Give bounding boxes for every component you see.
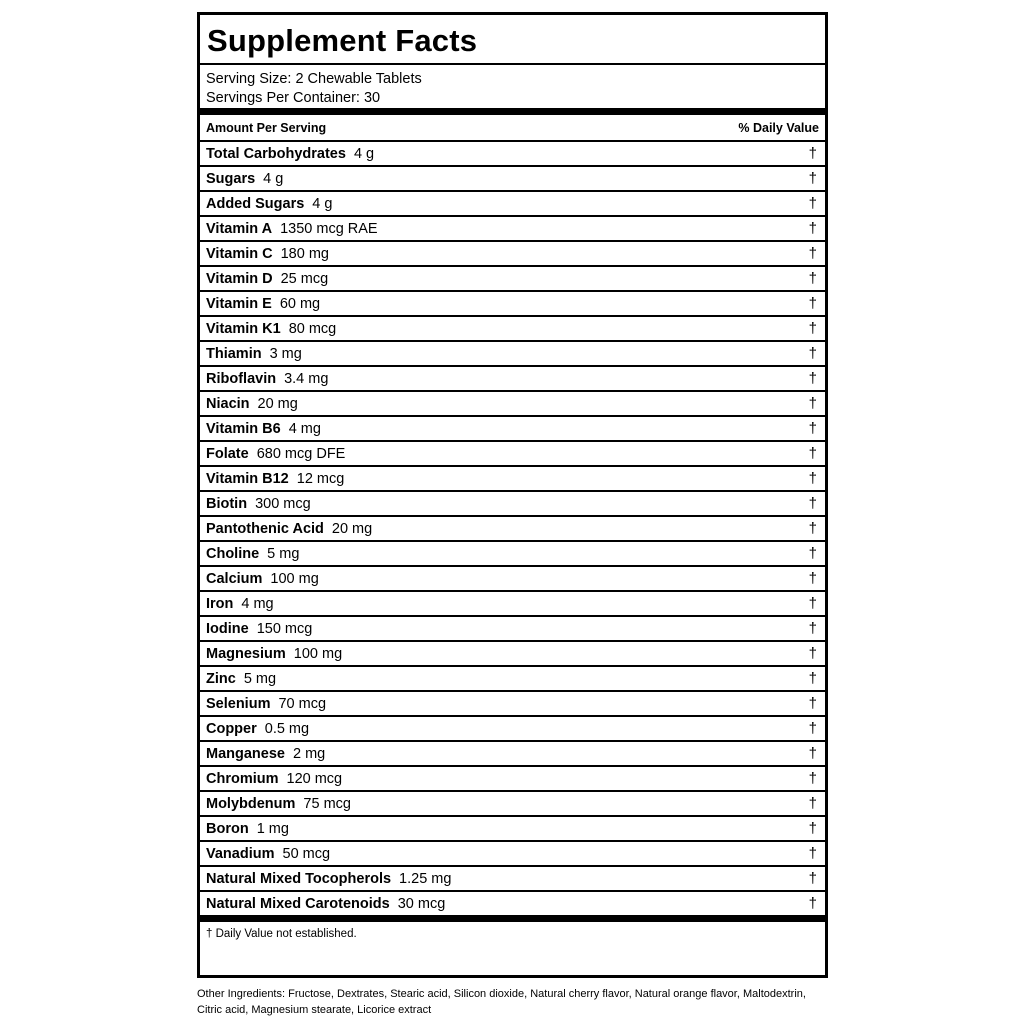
nutrient-label [206,746,325,762]
nutrient-amount: 25 mcg [280,270,329,287]
nutrient-name: Thiamin [206,345,262,362]
nutrient-row [200,717,825,742]
nutrient-label [206,171,283,187]
nutrient-label [206,871,451,887]
nutrient-label [206,521,372,537]
nutrient-name: Copper [206,720,257,737]
nutrient-label [206,196,332,212]
nutrient-row [200,842,825,867]
nutrient-amount: 100 mg [293,645,343,662]
nutrient-row [200,367,825,392]
nutrient-name: Manganese [206,745,285,762]
nutrient-name: Chromium [206,770,279,787]
nutrient-amount: 4 mg [241,595,274,612]
nutrient-label [206,496,311,512]
nutrient-label [206,246,329,262]
nutrient-row [200,342,825,367]
nutrient-row [200,242,825,267]
nutrient-amount: 30 mcg [397,895,446,912]
nutrient-name: Iodine [206,620,249,637]
nutrient-label [206,696,326,712]
nutrient-label [206,771,342,787]
nutrient-label [206,621,312,637]
daily-value-dagger: † [808,820,817,837]
nutrient-row [200,467,825,492]
nutrient-row [200,592,825,617]
daily-value-dagger: † [808,295,817,312]
daily-value-dagger: † [808,370,817,387]
serving-size: Serving Size: 2 Chewable Tablets [206,71,422,87]
nutrient-label [206,396,298,412]
nutrient-label [206,221,378,237]
nutrient-label [206,471,344,487]
nutrient-list [200,142,825,917]
nutrient-amount: 3.4 mg [284,370,329,387]
nutrient-name: Vitamin C [206,245,273,262]
nutrient-amount: 12 mcg [296,470,345,487]
thick-divider [200,915,825,922]
supplement-facts-panel [197,12,828,978]
nutrient-name: Vitamin K1 [206,320,281,337]
nutrient-row [200,892,825,917]
nutrient-amount: 60 mg [279,295,321,312]
nutrient-row [200,192,825,217]
daily-value-dagger: † [808,670,817,687]
nutrient-amount: 75 mcg [303,795,351,812]
nutrient-name: Total Carbohydrates [206,145,346,162]
nutrient-label [206,371,328,387]
daily-value-dagger: † [808,520,817,537]
daily-value-dagger: † [808,170,817,187]
nutrient-label [206,596,274,612]
nutrient-label [206,271,328,287]
daily-value-dagger: † [808,445,817,462]
nutrient-row [200,767,825,792]
nutrient-label [206,646,342,662]
nutrient-row [200,442,825,467]
daily-value-dagger: † [808,720,817,737]
nutrient-amount: 50 mcg [282,845,331,862]
daily-value-dagger: † [808,620,817,637]
nutrient-amount: 2 mg [292,745,326,762]
nutrient-label [206,296,320,312]
nutrient-name: Added Sugars [206,195,305,212]
nutrient-amount: 20 mg [331,520,373,537]
nutrient-label [206,896,445,912]
daily-value-dagger: † [808,495,817,512]
nutrient-amount: 680 mcg DFE [256,445,346,462]
nutrient-row [200,217,825,242]
daily-value-dagger: † [808,145,817,162]
nutrient-row [200,492,825,517]
nutrient-row [200,167,825,192]
daily-value-footnote: † Daily Value not established. [206,928,357,940]
nutrient-name: Natural Mixed Carotenoids [206,895,390,912]
nutrient-amount: 0.5 mg [264,720,310,737]
nutrient-name: Vitamin D [206,270,273,287]
nutrient-name: Choline [206,545,260,562]
daily-value-dagger: † [808,245,817,262]
nutrient-name: Vitamin A [206,220,273,237]
nutrient-name: Folate [206,445,249,462]
panel-title: Supplement Facts [200,15,825,65]
nutrient-name: Zinc [206,670,236,687]
nutrient-name: Riboflavin [206,370,277,387]
nutrient-name: Boron [206,820,249,837]
nutrient-label [206,346,302,362]
daily-value-dagger: † [808,595,817,612]
nutrient-row [200,267,825,292]
nutrient-amount: 4 g [312,195,333,212]
nutrient-amount: 4 g [263,170,284,187]
nutrient-row [200,792,825,817]
daily-value-dagger: † [808,195,817,212]
daily-value-dagger: † [808,745,817,762]
nutrient-label [206,421,321,437]
nutrient-row [200,417,825,442]
nutrient-name: Vitamin B12 [206,470,289,487]
nutrient-label [206,446,345,462]
nutrient-name: Vitamin E [206,295,272,312]
nutrient-label [206,546,299,562]
other-ingredients: Other Ingredients: Fructose, Dextrates, Stearic acid, Silicon dioxide, Natural cherry flavor, Natural orange flavor, Maltodextrin, Citric acid, Magnesium stearate, Licorice extract [197,988,806,1016]
nutrient-row [200,617,825,642]
servings-per-container: Servings Per Container: 30 [206,90,381,106]
nutrient-label [206,846,330,862]
nutrient-label [206,146,374,162]
nutrient-amount: 150 mcg [256,620,313,637]
nutrient-amount: 100 mg [270,570,319,587]
daily-value-dagger: † [808,470,817,487]
daily-value-dagger: † [808,845,817,862]
nutrient-name: Biotin [206,495,248,512]
nutrient-amount: 3 mg [269,345,302,362]
nutrient-label [206,821,289,837]
nutrient-row [200,317,825,342]
nutrient-name: Molybdenum [206,795,296,812]
daily-value-dagger: † [808,545,817,562]
daily-value-dagger: † [808,570,817,587]
daily-value-dagger: † [808,795,817,812]
nutrient-amount: 5 mg [243,670,277,687]
nutrient-row [200,292,825,317]
nutrient-amount: 20 mg [257,395,298,412]
nutrient-label [206,796,351,812]
nutrient-row [200,692,825,717]
daily-value-dagger: † [808,420,817,437]
nutrient-row [200,517,825,542]
nutrient-amount: 4 g [353,145,375,162]
nutrient-amount: 1 mg [256,820,289,837]
nutrient-amount: 5 mg [267,545,300,562]
serving-info [200,65,825,115]
nutrient-label [206,571,319,587]
nutrient-amount: 1350 mcg RAE [280,220,378,237]
nutrient-name: Niacin [206,395,250,412]
nutrient-row [200,867,825,892]
nutrient-amount: 180 mg [280,245,329,262]
nutrient-label [206,321,336,337]
nutrient-name: Iron [206,595,234,612]
nutrient-name: Vanadium [206,845,275,862]
daily-value-dagger: † [808,345,817,362]
nutrient-name: Sugars [206,170,256,187]
daily-value-dagger: † [808,870,817,887]
daily-value-dagger: † [808,395,817,412]
nutrient-amount: 1.25 mg [399,870,452,887]
daily-value-dagger: † [808,320,817,337]
nutrient-row [200,142,825,167]
nutrient-name: Calcium [206,570,263,587]
nutrient-row [200,392,825,417]
nutrient-amount: 70 mcg [278,695,327,712]
nutrient-amount: 80 mcg [288,320,337,337]
nutrient-name: Selenium [206,695,271,712]
daily-value-dagger: † [808,270,817,287]
nutrient-row [200,542,825,567]
nutrient-row [200,742,825,767]
nutrient-amount: 120 mcg [286,770,343,787]
column-header [200,115,825,142]
daily-value-dagger: † [808,895,817,912]
nutrient-row [200,642,825,667]
nutrient-label [206,721,309,737]
nutrient-name: Pantothenic Acid [206,520,324,537]
daily-value-dagger: † [808,220,817,237]
nutrient-name: Vitamin B6 [206,420,281,437]
daily-value-dagger: † [808,770,817,787]
nutrient-amount: 4 mg [288,420,321,437]
nutrient-row [200,567,825,592]
nutrient-name: Natural Mixed Tocopherols [206,870,392,887]
nutrient-label [206,671,276,687]
nutrient-name: Magnesium [206,645,286,662]
daily-value-dagger: † [808,645,817,662]
nutrient-row [200,817,825,842]
daily-value-header: % Daily Value [738,120,819,135]
nutrient-row [200,667,825,692]
amount-per-serving-header: Amount Per Serving [206,120,327,135]
nutrient-amount: 300 mcg [255,495,311,512]
daily-value-dagger: † [808,695,817,712]
